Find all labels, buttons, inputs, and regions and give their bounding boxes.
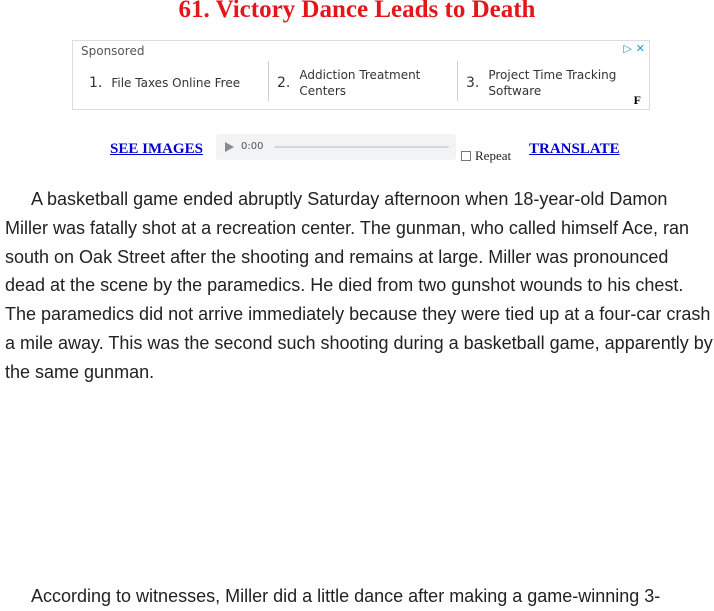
repeat-label: Repeat <box>475 148 512 163</box>
ad-item-label[interactable]: File Taxes Online Free <box>111 76 241 90</box>
close-icon[interactable]: ✕ <box>635 42 645 55</box>
audio-player[interactable] <box>216 134 456 160</box>
article-paragraph: A basketball game ended abruptly Saturday afternoon when 18-year-old Damon Miller was fatally shot at a recreation center. The gunman, who called himself Ace, ran south on Oak Street after the shooting and remains at large. Miller was pronounced dead at the scene by the paramedics. He died from two gunshot wounds to his chest. The paramedics did not arrive immediately because they were tied up at a four-car crash a mile away. This was the second such shooting during a basketball game, apparently by the same gunman. <box>5 189 713 382</box>
repeat-checkbox[interactable] <box>461 151 471 161</box>
audio-time: 0:00 <box>241 141 264 152</box>
ad-item-number: 3. <box>466 75 480 91</box>
sponsored-ad-box <box>72 40 650 110</box>
audio-progress-track[interactable] <box>274 146 449 148</box>
ad-divider <box>268 61 269 101</box>
see-images-link[interactable]: SEE IMAGES <box>110 141 203 157</box>
ad-footer-mark: F <box>633 93 641 107</box>
article-paragraph: According to witnesses, Miller did a little dance after making a game-winning 3- <box>31 586 661 606</box>
repeat-toggle[interactable] <box>461 148 511 164</box>
ad-item-number: 1. <box>89 75 103 91</box>
play-icon[interactable] <box>225 142 234 152</box>
ad-item-file-taxes[interactable] <box>89 63 259 103</box>
ad-item-number: 2. <box>277 75 291 91</box>
ad-choices-icon[interactable]: ▷ <box>623 42 632 55</box>
ad-item-label[interactable]: Addiction Treatment Centers <box>299 68 421 98</box>
ad-item-project-time-tracking[interactable] <box>466 63 636 103</box>
ad-sponsored-label: Sponsored <box>81 44 145 58</box>
ad-item-addiction-treatment[interactable] <box>277 63 447 103</box>
translate-link[interactable]: TRANSLATE <box>529 141 620 157</box>
ad-divider <box>457 61 458 101</box>
ad-item-label[interactable]: Project Time Tracking Software <box>488 68 617 98</box>
page-title: 61. Victory Dance Leads to Death <box>178 0 536 23</box>
ad-choices[interactable] <box>623 42 645 55</box>
